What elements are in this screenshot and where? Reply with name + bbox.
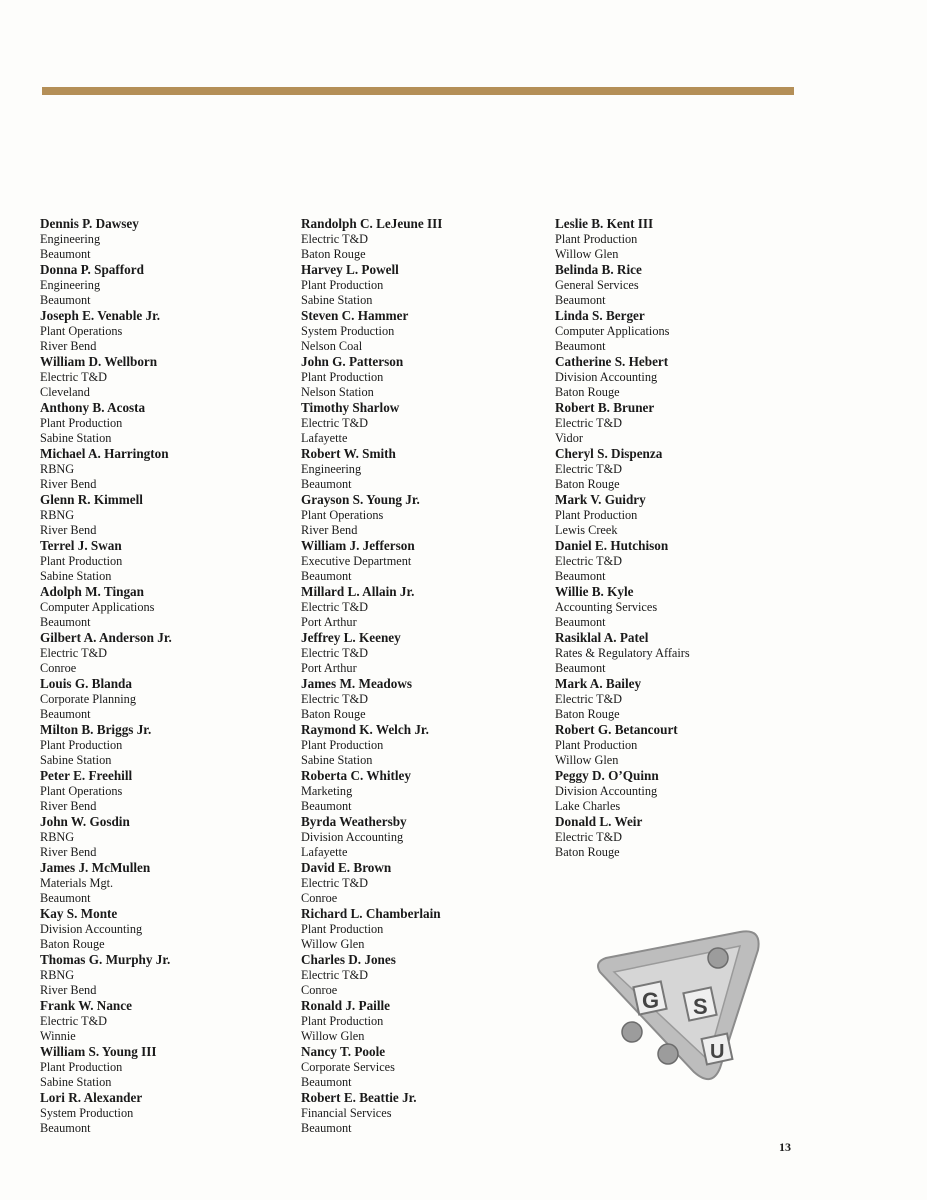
employee-name: Randolph C. LeJeune III [301,216,443,231]
employee-entry [301,1044,541,1090]
employee-department: RBNG [40,968,75,982]
employee-name: Steven C. Hammer [301,308,409,323]
employee-location: Nelson Coal [301,339,363,353]
employee-location: Beaumont [301,477,352,491]
employee-location: Sabine Station [301,753,373,767]
employee-entry [301,492,541,538]
employee-entry [555,768,795,814]
employee-name: James M. Meadows [301,676,412,691]
employee-name: William S. Young III [40,1044,157,1059]
employee-location: Willow Glen [301,937,365,951]
employee-location: Sabine Station [301,293,373,307]
employee-name: John W. Gosdin [40,814,130,829]
employee-entry [301,630,541,676]
employee-entry [40,354,280,400]
employee-location: River Bend [301,523,358,537]
employee-name: Nancy T. Poole [301,1044,386,1059]
employee-name: Terrel J. Swan [40,538,122,553]
employee-entry [40,400,280,446]
employee-location: Baton Rouge [555,707,620,721]
seal-letter-g: G [642,988,660,1013]
employee-location: Beaumont [40,891,91,905]
employee-name: David E. Brown [301,860,392,875]
seal-letter-s: S [693,994,708,1019]
employee-entry [301,538,541,584]
employee-location: Willow Glen [555,247,619,261]
employee-entry [555,492,795,538]
employee-department: RBNG [40,508,75,522]
employee-location: Beaumont [301,1075,352,1089]
employee-location: Lafayette [301,431,348,445]
employee-name: Frank W. Nance [40,998,132,1013]
employee-location: Beaumont [301,569,352,583]
employee-entry [40,262,280,308]
employee-name: Millard L. Allain Jr. [301,584,415,599]
employee-name: Timothy Sharlow [301,400,400,415]
employee-entry [40,998,280,1044]
seal-letter-u: U [710,1041,725,1063]
employee-department: Electric T&D [555,416,623,430]
employee-department: Plant Production [40,1060,123,1074]
employee-entry [40,584,280,630]
employee-location: Port Arthur [301,615,357,629]
employee-location: Conroe [40,661,77,675]
employee-entry [301,906,541,952]
employee-name: Ronald J. Paille [301,998,391,1013]
employee-column-3 [555,216,795,860]
employee-entry [40,216,280,262]
employee-department: Electric T&D [301,692,369,706]
employee-department: Plant Production [40,738,123,752]
employee-department: Electric T&D [555,554,623,568]
employee-entry [301,400,541,446]
employee-department: Division Accounting [301,830,404,844]
employee-location: Beaumont [40,707,91,721]
employee-department: Electric T&D [40,1014,108,1028]
employee-department: Electric T&D [555,830,623,844]
employee-name: Harvey L. Powell [301,262,399,277]
employee-location: Beaumont [40,615,91,629]
employee-name: Peggy D. O’Quinn [555,768,659,783]
employee-location: Lewis Creek [555,523,618,537]
employee-name: William J. Jefferson [301,538,415,553]
employee-entry [40,952,280,998]
employee-location: Lake Charles [555,799,621,813]
employee-department: Division Accounting [555,370,658,384]
employee-location: Sabine Station [40,1075,112,1089]
employee-entry [40,906,280,952]
employee-name: Rasiklal A. Patel [555,630,649,645]
employee-location: Beaumont [555,569,606,583]
employee-entry [40,814,280,860]
employee-location: Baton Rouge [301,707,366,721]
employee-entry [40,446,280,492]
employee-name: Donna P. Spafford [40,262,144,277]
employee-name: Robert W. Smith [301,446,396,461]
employee-department: Financial Services [301,1106,392,1120]
employee-department: Electric T&D [40,646,108,660]
gsu-seal-logo [590,918,768,1086]
employee-department: Plant Production [555,232,638,246]
employee-entry [555,538,795,584]
employee-department: Rates & Regulatory Affairs [555,646,690,660]
employee-entry [555,676,795,722]
employee-name: Lori R. Alexander [40,1090,143,1105]
employee-location: Beaumont [555,293,606,307]
employee-department: Plant Operations [301,508,384,522]
employee-location: River Bend [40,799,97,813]
employee-location: Willow Glen [301,1029,365,1043]
employee-name: Adolph M. Tingan [40,584,144,599]
employee-department: Corporate Services [301,1060,395,1074]
employee-name: Raymond K. Welch Jr. [301,722,429,737]
employee-entry [40,722,280,768]
employee-department: Executive Department [301,554,412,568]
page-number: 13 [779,1140,791,1154]
employee-name: Thomas G. Murphy Jr. [40,952,171,967]
employee-name: Jeffrey L. Keeney [301,630,401,645]
employee-location: Conroe [301,983,338,997]
employee-entry [301,814,541,860]
employee-name: Louis G. Blanda [40,676,132,691]
employee-department: Plant Production [40,416,123,430]
employee-department: Plant Production [555,508,638,522]
employee-location: Lafayette [301,845,348,859]
employee-entry [40,492,280,538]
employee-location: River Bend [40,845,97,859]
employee-entry [40,676,280,722]
employee-department: System Production [40,1106,134,1120]
employee-entry [301,998,541,1044]
employee-department: Plant Production [301,1014,384,1028]
employee-location: Beaumont [40,293,91,307]
employee-department: Computer Applications [555,324,670,338]
employee-name: Belinda B. Rice [555,262,642,277]
employee-location: River Bend [40,983,97,997]
employee-name: Milton B. Briggs Jr. [40,722,152,737]
employee-name: James J. McMullen [40,860,151,875]
employee-name: Robert B. Bruner [555,400,655,415]
employee-entry [555,216,795,262]
employee-name: William D. Wellborn [40,354,158,369]
employee-entry [555,722,795,768]
employee-location: Beaumont [40,1121,91,1135]
employee-department: Plant Operations [40,784,123,798]
employee-column-2 [301,216,541,1136]
employee-entry [301,584,541,630]
employee-entry [555,584,795,630]
employee-name: Mark V. Guidry [555,492,646,507]
employee-entry [301,1090,541,1136]
employee-location: Cleveland [40,385,90,399]
employee-name: John G. Patterson [301,354,404,369]
employee-entry [555,446,795,492]
employee-entry [40,538,280,584]
employee-entry [40,768,280,814]
employee-department: RBNG [40,830,75,844]
employee-name: Donald L. Weir [555,814,643,829]
employee-department: Electric T&D [301,646,369,660]
employee-department: Electric T&D [301,232,369,246]
employee-entry [301,262,541,308]
employee-location: River Bend [40,477,97,491]
employee-location: Winnie [40,1029,76,1043]
employee-department: Electric T&D [301,600,369,614]
employee-department: Engineering [40,278,101,292]
employee-name: Gilbert A. Anderson Jr. [40,630,172,645]
employee-department: Plant Production [301,370,384,384]
employee-department: Electric T&D [555,462,623,476]
employee-location: Sabine Station [40,431,112,445]
employee-department: Plant Production [301,922,384,936]
employee-department: Accounting Services [555,600,658,614]
employee-location: Beaumont [301,1121,352,1135]
employee-department: Plant Production [555,738,638,752]
employee-department: Electric T&D [301,416,369,430]
employee-location: Baton Rouge [555,845,620,859]
employee-name: Cheryl S. Dispenza [555,446,663,461]
employee-name: Robert E. Beattie Jr. [301,1090,417,1105]
employee-department: Materials Mgt. [40,876,114,890]
employee-entry [40,308,280,354]
employee-name: Robert G. Betancourt [555,722,678,737]
employee-name: Mark A. Bailey [555,676,642,691]
employee-department: General Services [555,278,639,292]
employee-entry [555,262,795,308]
employee-entry [301,216,541,262]
employee-entry [40,1090,280,1136]
employee-department: System Production [301,324,395,338]
employee-department: Marketing [301,784,353,798]
employee-department: Division Accounting [40,922,143,936]
employee-department: Electric T&D [301,876,369,890]
employee-entry [301,768,541,814]
employee-location: River Bend [40,339,97,353]
employee-location: Beaumont [40,247,91,261]
employee-location: Sabine Station [40,569,112,583]
employee-location: Port Arthur [301,661,357,675]
employee-location: Willow Glen [555,753,619,767]
employee-name: Anthony B. Acosta [40,400,146,415]
employee-entry [555,308,795,354]
employee-department: Electric T&D [555,692,623,706]
employee-department: Division Accounting [555,784,658,798]
employee-department: Plant Production [301,278,384,292]
employee-department: Electric T&D [301,968,369,982]
employee-name: Willie B. Kyle [555,584,634,599]
employee-department: Computer Applications [40,600,155,614]
employee-location: Conroe [301,891,338,905]
employee-location: Beaumont [301,799,352,813]
employee-location: Beaumont [555,615,606,629]
employee-name: Michael A. Harrington [40,446,169,461]
employee-name: Charles D. Jones [301,952,396,967]
employee-entry [40,1044,280,1090]
employee-name: Joseph E. Venable Jr. [40,308,161,323]
employee-entry [555,814,795,860]
employee-entry [301,446,541,492]
employee-department: RBNG [40,462,75,476]
employee-name: Richard L. Chamberlain [301,906,441,921]
employee-location: Baton Rouge [301,247,366,261]
employee-location: River Bend [40,523,97,537]
employee-department: Plant Operations [40,324,123,338]
employee-name: Catherine S. Hebert [555,354,669,369]
employee-location: Beaumont [555,661,606,675]
employee-name: Kay S. Monte [40,906,118,921]
employee-department: Engineering [40,232,101,246]
employee-department: Plant Production [301,738,384,752]
employee-entry [555,354,795,400]
employee-entry [40,860,280,906]
header-rule [42,87,794,95]
employee-name: Peter E. Freehill [40,768,133,783]
employee-name: Grayson S. Young Jr. [301,492,420,507]
employee-name: Roberta C. Whitley [301,768,412,783]
employee-department: Electric T&D [40,370,108,384]
employee-name: Daniel E. Hutchison [555,538,669,553]
employee-name: Dennis P. Dawsey [40,216,139,231]
employee-entry [301,308,541,354]
employee-location: Baton Rouge [555,477,620,491]
employee-name: Linda S. Berger [555,308,645,323]
employee-name: Glenn R. Kimmell [40,492,143,507]
employee-location: Vidor [555,431,583,445]
employee-department: Corporate Planning [40,692,136,706]
employee-department: Engineering [301,462,362,476]
employee-location: Nelson Station [301,385,374,399]
employee-department: Plant Production [40,554,123,568]
employee-entry [301,676,541,722]
employee-entry [555,400,795,446]
employee-name: Leslie B. Kent III [555,216,654,231]
employee-location: Beaumont [555,339,606,353]
employee-entry [301,952,541,998]
employee-entry [555,630,795,676]
employee-entry [40,630,280,676]
employee-location: Sabine Station [40,753,112,767]
employee-entry [301,354,541,400]
employee-location: Baton Rouge [555,385,620,399]
employee-entry [301,722,541,768]
employee-entry [301,860,541,906]
employee-location: Baton Rouge [40,937,105,951]
employee-name: Byrda Weathersby [301,814,407,829]
employee-column-1 [40,216,280,1136]
